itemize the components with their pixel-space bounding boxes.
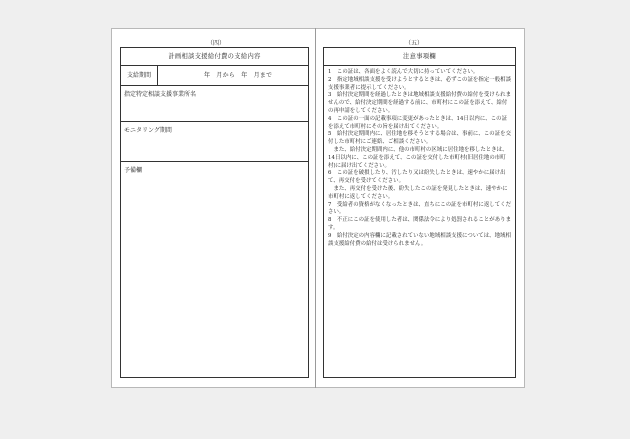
page-number-left: （四） — [206, 40, 225, 47]
page-number-right: （五） — [404, 40, 423, 47]
notes-list — [324, 66, 515, 248]
center-fold-line — [315, 28, 316, 388]
monitoring-period-label: モニタリング期間 — [124, 127, 172, 134]
remarks-label: 予備欄 — [124, 167, 143, 174]
note-item: 9 給付決定の内容欄に記載されていない地域相談支援については、地域相談支援給付費の給付は受けられません。 — [328, 232, 511, 247]
designated-office-field — [121, 86, 308, 122]
payment-period-value: 年 月から 年 月まで — [204, 72, 273, 79]
note-item: 6 この証を破損したり、汚したり又は紛失したときは、速やかに届け出て、再交付を受けてください。 — [328, 170, 506, 185]
monitoring-period-field — [121, 122, 308, 162]
notes-panel — [323, 47, 516, 378]
payment-content-title: 計画相談支援給付費の支給内容 — [121, 48, 308, 66]
note-item: 2 指定地域相談支援を受けようとするときは、必ずこの証を指定一般相談支援事業者に提示してください。 — [328, 76, 512, 91]
note-item: 3 給付決定期間を経過したときは地域相談支援給付費の給付を受けられませんので、給付決定期間を経過する前に、市町村にこの証を添えて、給付の再申請をしてください。 — [328, 92, 512, 114]
payment-period-label: 支給期間 — [121, 66, 158, 85]
remarks-field — [121, 162, 308, 358]
note-item: 7 受給者の資格がなくなったときは、直ちにこの証を市町村に返してください。 — [328, 201, 512, 216]
payment-content-panel — [120, 47, 309, 378]
note-item: 8 不正にこの証を使用した者は、関係法令により処罰されることがあります。 — [328, 217, 512, 231]
payment-period-row — [121, 66, 308, 86]
notes-title: 注意事項欄 — [324, 48, 515, 66]
note-item: 4 この証の一面の記載事項に変更があったときは、14日以内に、この証を添えて市町村にその旨を届け出てください。 — [328, 115, 508, 130]
note-item: 1 この証は、各面をよく読んで大切に持っていてください。 — [328, 69, 479, 75]
designated-office-label: 指定特定相談支援事業所名 — [124, 91, 197, 98]
note-item: 5 給付決定期間内に、居住地を移そうとする場合は、事前に、この証を交付した市町村にご連絡、ご相談ください。 — [328, 131, 512, 146]
note-item: また、再交付を受けた後、紛失したこの証を発見したときは、速やかに市町村に返してください。 — [328, 185, 508, 200]
note-item: また、給付決定期間内に、他の市町村の区域に居住地を移したときは、14日以内に、この証を添えて、この証を交付した市町村(旧居住地の市町村)に届け出てください。 — [328, 146, 508, 169]
